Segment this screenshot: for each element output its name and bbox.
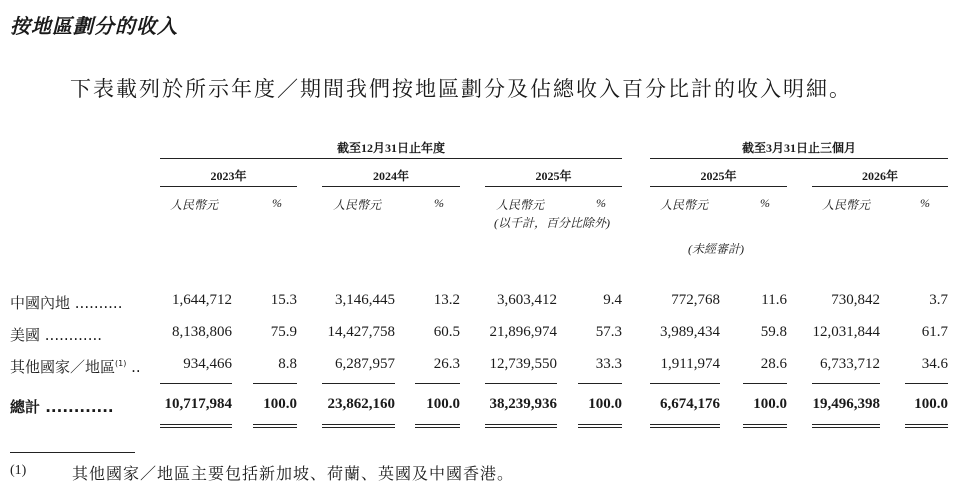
year-header-2025: 2025年 bbox=[535, 169, 572, 183]
total-double-rule bbox=[812, 427, 880, 428]
percent-cell: 100.0 bbox=[263, 396, 297, 412]
row-label-text: 美國 bbox=[10, 326, 41, 344]
year-rule-2023 bbox=[160, 186, 297, 187]
subtotal-rule bbox=[485, 383, 557, 384]
amount-cell: 19,496,398 bbox=[812, 396, 880, 412]
percent-cell: 26.3 bbox=[433, 356, 460, 372]
percent-cell: 28.6 bbox=[760, 356, 787, 372]
amount-cell: 38,239,936 bbox=[489, 396, 557, 412]
quarter-header-rule bbox=[650, 158, 948, 159]
total-double-rule bbox=[650, 424, 720, 425]
subtotal-rule bbox=[812, 383, 880, 384]
unaudited-note: (未經審計) bbox=[688, 242, 744, 256]
amount-cell: 772,768 bbox=[671, 292, 720, 308]
intro-paragraph: 下表載列於所示年度／期間我們按地區劃分及佔總收入百分比計的收入明細。 bbox=[70, 77, 852, 101]
subtotal-rule bbox=[322, 383, 395, 384]
row-label-text: 其他國家／地區 bbox=[10, 358, 116, 376]
unit-pct: % bbox=[760, 196, 770, 210]
footnote-marker: (1) bbox=[115, 359, 127, 368]
amount-cell: 1,644,712 bbox=[172, 292, 232, 308]
row-label bbox=[10, 356, 141, 377]
year-rule-2026-q bbox=[812, 186, 948, 187]
unit-pct: % bbox=[920, 196, 930, 210]
year-rule-2025 bbox=[485, 186, 622, 187]
year-rule-2024 bbox=[322, 186, 460, 187]
row-label-text: 總計 bbox=[10, 398, 41, 416]
subtotal-rule bbox=[253, 383, 297, 384]
amount-cell: 6,733,712 bbox=[820, 356, 880, 372]
amount-cell: 730,842 bbox=[831, 292, 880, 308]
unit-rmb: 人民幣元 bbox=[496, 198, 545, 212]
annual-period-header: 截至12月31日止年度 bbox=[336, 141, 445, 155]
percent-cell: 3.7 bbox=[929, 292, 948, 308]
total-double-rule bbox=[650, 427, 720, 428]
year-header-2024: 2024年 bbox=[372, 169, 409, 183]
amount-cell: 1,911,974 bbox=[660, 356, 720, 372]
amount-cell: 23,862,160 bbox=[327, 396, 395, 412]
amount-cell: 10,717,984 bbox=[164, 396, 232, 412]
unit-rmb: 人民幣元 bbox=[660, 198, 709, 212]
total-double-rule bbox=[743, 424, 787, 425]
amount-cell: 8,138,806 bbox=[172, 324, 232, 340]
total-double-rule bbox=[578, 424, 622, 425]
footnote-rule bbox=[10, 452, 135, 453]
leader-dots: .......... bbox=[70, 294, 123, 312]
subtotal-rule bbox=[743, 383, 787, 384]
total-double-rule bbox=[812, 424, 880, 425]
year-header-2026-q: 2026年 bbox=[861, 169, 898, 183]
unit-note: (以千計，百分比除外) bbox=[494, 216, 610, 230]
amount-cell: 21,896,974 bbox=[489, 324, 557, 340]
percent-cell: 11.6 bbox=[761, 292, 787, 308]
total-double-rule bbox=[485, 427, 557, 428]
row-label-text: 中國內地 bbox=[10, 294, 71, 312]
unit-pct: % bbox=[272, 196, 282, 210]
percent-cell: 13.2 bbox=[433, 292, 460, 308]
row-label bbox=[10, 324, 102, 345]
percent-cell: 33.3 bbox=[595, 356, 622, 372]
total-double-rule bbox=[160, 427, 232, 428]
leader-dots: .. bbox=[126, 358, 141, 376]
amount-cell: 3,146,445 bbox=[335, 292, 395, 308]
amount-cell: 12,031,844 bbox=[812, 324, 880, 340]
total-double-rule bbox=[743, 427, 787, 428]
subtotal-rule bbox=[650, 383, 720, 384]
leader-dots: ............ bbox=[40, 326, 103, 344]
amount-cell: 6,674,176 bbox=[660, 396, 720, 412]
annual-header-rule bbox=[160, 158, 622, 159]
leader-dots: ............ bbox=[40, 398, 114, 416]
total-double-rule bbox=[905, 427, 948, 428]
total-double-rule bbox=[415, 424, 460, 425]
unit-rmb: 人民幣元 bbox=[170, 198, 219, 212]
percent-cell: 100.0 bbox=[588, 396, 622, 412]
percent-cell: 60.5 bbox=[433, 324, 460, 340]
row-label bbox=[10, 292, 122, 313]
amount-cell: 3,989,434 bbox=[660, 324, 720, 340]
subtotal-rule bbox=[160, 383, 232, 384]
unit-pct: % bbox=[434, 196, 444, 210]
amount-cell: 12,739,550 bbox=[489, 356, 557, 372]
amount-cell: 934,466 bbox=[183, 356, 232, 372]
percent-cell: 9.4 bbox=[603, 292, 622, 308]
unit-rmb: 人民幣元 bbox=[333, 198, 382, 212]
total-double-rule bbox=[905, 424, 948, 425]
percent-cell: 61.7 bbox=[921, 324, 948, 340]
footnote-number: (1) bbox=[10, 463, 27, 478]
percent-cell: 8.8 bbox=[278, 356, 297, 372]
year-rule-2025-q bbox=[650, 186, 787, 187]
amount-cell: 14,427,758 bbox=[327, 324, 395, 340]
total-double-rule bbox=[253, 424, 297, 425]
subtotal-rule bbox=[578, 383, 622, 384]
subtotal-rule bbox=[415, 383, 460, 384]
row-label bbox=[10, 396, 114, 417]
amount-cell: 6,287,957 bbox=[335, 356, 395, 372]
section-title: 按地區劃分的收入 bbox=[10, 14, 178, 38]
total-double-rule bbox=[322, 424, 395, 425]
total-double-rule bbox=[160, 424, 232, 425]
unit-pct: % bbox=[596, 196, 606, 210]
total-double-rule bbox=[578, 427, 622, 428]
percent-cell: 100.0 bbox=[426, 396, 460, 412]
total-double-rule bbox=[253, 427, 297, 428]
year-header-2023: 2023年 bbox=[210, 169, 247, 183]
percent-cell: 100.0 bbox=[753, 396, 787, 412]
total-double-rule bbox=[485, 424, 557, 425]
amount-cell: 3,603,412 bbox=[497, 292, 557, 308]
year-header-2025-q: 2025年 bbox=[700, 169, 737, 183]
footnote-text: 其他國家／地區主要包括新加坡、荷蘭、英國及中國香港。 bbox=[72, 464, 515, 483]
total-double-rule bbox=[415, 427, 460, 428]
subtotal-rule bbox=[905, 383, 948, 384]
percent-cell: 59.8 bbox=[760, 324, 787, 340]
quarter-period-header: 截至3月31日止三個月 bbox=[741, 141, 856, 155]
total-double-rule bbox=[322, 427, 395, 428]
percent-cell: 34.6 bbox=[921, 356, 948, 372]
percent-cell: 15.3 bbox=[270, 292, 297, 308]
percent-cell: 100.0 bbox=[914, 396, 948, 412]
unit-rmb: 人民幣元 bbox=[822, 198, 871, 212]
percent-cell: 75.9 bbox=[270, 324, 297, 340]
percent-cell: 57.3 bbox=[595, 324, 622, 340]
